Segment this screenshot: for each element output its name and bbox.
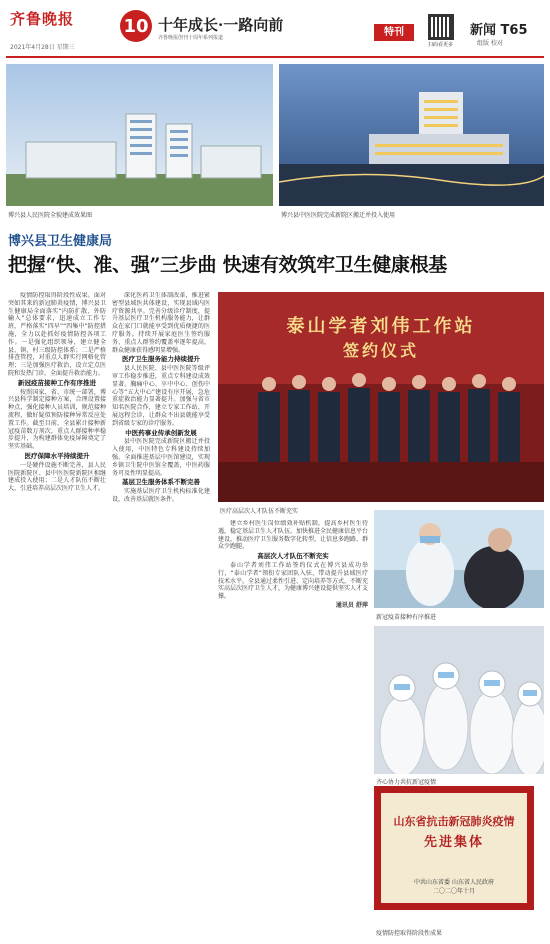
col3-subheading-talent: 高层次人才队伍不断充实 <box>257 552 329 561</box>
anniversary-logo-icon: 10 <box>120 10 152 42</box>
col2-paragraph-1: 深化医药卫生体制改革，推进紧密型县域医共体建设，实现县域内医疗资源共享。完善分级诊疗制度，提升基层医疗卫生机构服务能力，让群众在家门口就能享受到优质便捷的医疗服务。持续开展家庭医生签约服务，重点人群签约覆盖率逐年提高，群众健康获得感明显增强。 <box>112 292 210 354</box>
col1-subheading-vaccine: 新冠疫苗接种工作有序推进 <box>18 378 96 387</box>
editor-credits: 组版 校对 <box>477 40 503 47</box>
left-photo-caption: 博兴县人民医院全貌建成效果图 <box>8 212 93 219</box>
article-headline: 把握“快、准、强”三步曲 快速有效筑牢卫生健康根基 <box>8 254 447 276</box>
article-column-1 <box>8 292 106 938</box>
ceremony-banner-subtitle: 签约仪式 <box>342 341 419 360</box>
masthead-rule <box>6 56 544 58</box>
signing-ceremony-photo <box>218 292 544 502</box>
certificate-issuer: 中共山东省委 山东省人民政府 <box>414 879 494 886</box>
right-photo-caption: 博兴县中医医院完成新院区搬迁并投入使用 <box>281 212 396 219</box>
hospital-rendering-photo <box>6 64 273 206</box>
certificate-panel <box>381 793 527 903</box>
ceremony-banner-title: 泰山学者刘伟工作站 <box>286 316 476 337</box>
col1-lead-paragraph: 疫情防控取得阶段性成果。面对突如其来的新冠肺炎疫情，博兴县卫生健康局全面落实“内防扩散、外防输入”总体要求，迅速成立工作专班，严格落实“四早”“四集中”防控措施，全力以赴抓好疫情防控各项工作。一是强化组织领导，建立健全县、镇、村三级防控体系；二是严格排查管控，对重点人群实行网格化管理；三是加强医疗救治，设立定点医院和发热门诊，全面提升救治能力。 <box>8 292 106 377</box>
qr-code-icon[interactable] <box>428 14 454 40</box>
qr-label: 扫码看更多 <box>428 42 454 48</box>
col1-paragraph-3: 一是硬件设施不断完善，县人民医院新院区、县中医医院新院区相继建成投入使用；二是人才队伍不断壮大，引进培养高层次医疗卫生人才。 <box>8 461 106 493</box>
col2-paragraph-2: 县人民医院、县中医医院等级评审工作稳步推进，重点专科建设成效显著。胸痛中心、卒中中心、创伤中心等“五大中心”建设有序开展，急危重症救治能力显著提升。加强与省市知名医院合作，建立专家工作站，开展远程会诊，让群众不出县就能享受到省级专家的诊疗服务。 <box>112 365 210 427</box>
article-column-2 <box>112 292 210 938</box>
issue-date: 2021年4月28日 星期三 <box>10 44 75 51</box>
certificate-title: 山东省抗击新冠肺炎疫情 <box>393 815 515 828</box>
ceremony-photo-caption: 医疗高层次人才队伍不断充实 <box>220 508 299 515</box>
article-kicker: 博兴县卫生健康局 <box>8 234 113 249</box>
masthead <box>0 0 550 56</box>
col2-subheading-capacity: 医疗卫生服务能力持续提升 <box>122 355 200 364</box>
col1-paragraph-2: 按照国家、省、市统一部署，博兴县科学制定接种方案，合理设置接种点，强化接种人员培训，规范接种流程，做好疑似预防接种异常反应处置工作。截至目前，全县累计接种新冠疫苗数万剂次，重点人群接种率稳步提升，为构建群体免疫屏障奠定了坚实基础。 <box>8 388 106 451</box>
new-campus-night-photo <box>279 64 544 206</box>
certificate-caption: 疫情防控取得阶段性成果 <box>376 930 443 937</box>
vaccination-photo <box>374 510 544 608</box>
slogan-subtitle: 齐鲁晚报创刊十周年系列报道 <box>158 35 224 41</box>
col2-paragraph-3: 县中医医院完成新院区搬迁并投入使用，中医特色专科建设持续加强。全面推进基层中医馆建设，实现乡镇卫生院中医馆全覆盖，中医药服务可及性明显提高。 <box>112 438 210 477</box>
certificate-award: 先进集体 <box>423 835 484 850</box>
col2-subheading-grassroots: 基层卫生服务体系不断完善 <box>122 478 200 487</box>
col2-subheading-tcm: 中医药事业传承创新发展 <box>125 428 197 437</box>
col2-paragraph-4: 实施基层医疗卫生机构标准化建设，改善基层就医条件。 <box>112 488 210 503</box>
article-signature: 通讯员 舒萍 <box>335 601 368 609</box>
ppe-photo-caption: 齐心协力共抗新冠疫情 <box>376 779 437 786</box>
medical-team-ppe-photo <box>374 626 544 774</box>
col1-subheading-medical: 医疗保障水平持续提升 <box>24 451 90 460</box>
special-issue-badge: 特刊 <box>374 24 414 41</box>
section-page-number: 新闻 T65 <box>470 23 528 38</box>
honor-certificate <box>374 786 534 910</box>
certificate-date: 二〇二〇年十月 <box>432 888 475 895</box>
slogan-text: 十年成长·一路向前 <box>158 16 284 34</box>
col3-paragraph-2: 泰山学者刘伟工作站签约仪式在博兴县成功举行，“泰山学者”领衔专家团队入驻，带动提升县域医疗技术水平。全县通过柔性引进、定向培养等方式，不断充实高层次医疗卫生人才，为健康博兴建设提供坚实人才支撑。 <box>218 561 368 601</box>
article-column-3 <box>218 520 368 938</box>
vaccination-photo-caption: 新冠疫苗接种有序推进 <box>376 614 437 621</box>
newspaper-brand: 齐鲁晚报 <box>10 10 75 28</box>
col3-paragraph-1: 建立乡村医生岗位绩效补贴机制，提高乡村医生待遇，稳定基层卫生人才队伍。加快推进全民健康信息平台建设，推动医疗卫生服务数字化转型，让信息多跑路、群众少跑腿。 <box>218 520 368 551</box>
